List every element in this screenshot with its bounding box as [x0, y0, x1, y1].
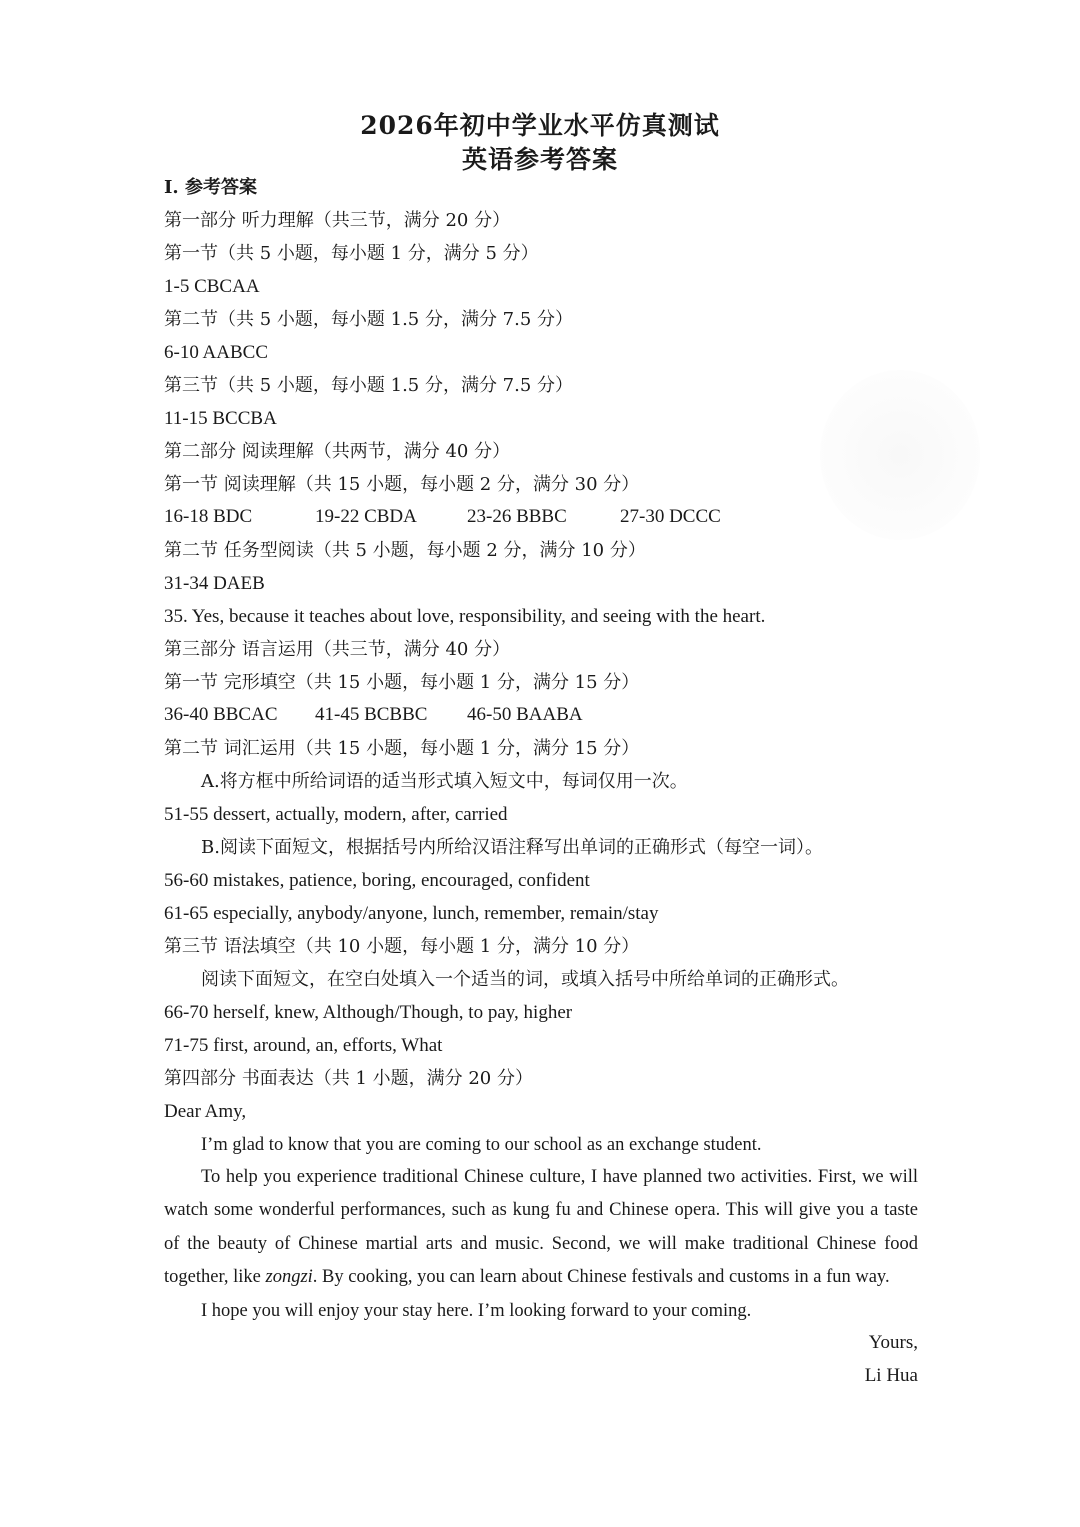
part3-section2-b-answers-2: 61-65 especially, anybody/anyone, lunch, remember, remain/stay [164, 903, 659, 924]
part3-section3-answers-2: 71-75 first, around, an, efforts, What [164, 1035, 443, 1056]
part3-answer-group: 36-40 BBCAC [164, 704, 278, 725]
part3-section1-heading: 第一节 完形填空（共 15 小题，每小题 1 分，满分 15 分） [164, 672, 640, 693]
letter-paragraph-2-text: To help you experience traditional Chinese culture, I have planned two activities. First, we will watch some wonderful performances, such as kung fu and Chinese opera. This will give you a taste of the beauty of Chinese martial arts and music. Second, we will make traditional Chinese food together, like [164, 1167, 918, 1287]
part3-section2-b-instruction: B.阅读下面短文，根据括号内所给汉语注释写出单词的正确形式（每空一词）。 [201, 837, 823, 858]
letter-signature: Li Hua [864, 1365, 918, 1386]
part1-section3-answers: 11-15 BCCBA [164, 408, 277, 429]
part3-section3-heading: 第三节 语法填空（共 10 小题，每小题 1 分，满分 10 分） [164, 936, 640, 957]
part4-heading: 第四部分 书面表达（共 1 小题，满分 20 分） [164, 1068, 533, 1089]
part2-section1-heading: 第一节 阅读理解（共 15 小题，每小题 2 分，满分 30 分） [164, 474, 640, 495]
part1-section2-heading: 第二节（共 5 小题，每小题 1.5 分，满分 7.5 分） [164, 309, 574, 330]
part1-section2-answers: 6-10 AABCC [164, 342, 268, 363]
letter-paragraph-2-end: . By cooking, you can learn about Chinese festivals and customs in a fun way. [312, 1266, 890, 1287]
part1-heading: 第一部分 听力理解（共三节，满分 20 分） [164, 210, 511, 231]
part3-section2-b-answers-1: 56-60 mistakes, patience, boring, encouraged, confident [164, 870, 590, 891]
part1-section1-heading: 第一节（共 5 小题，每小题 1 分，满分 5 分） [164, 243, 539, 264]
page-subtitle: 英语参考答案 [461, 145, 618, 174]
part3-section2-heading: 第二节 词汇运用（共 15 小题，每小题 1 分，满分 15 分） [164, 738, 640, 759]
part1-section3-heading: 第三节（共 5 小题，每小题 1.5 分，满分 7.5 分） [164, 375, 574, 396]
part2-answer-group: 19-22 CBDA [315, 506, 417, 527]
letter-paragraph-2 [164, 1161, 918, 1294]
letter-paragraph-3: I hope you will enjoy your stay here. I’m looking forward to your coming. [201, 1301, 752, 1321]
zongzi-term: zongzi [265, 1266, 313, 1287]
part2-answer-group: 23-26 BBBC [467, 506, 567, 527]
part2-answer-group: 27-30 DCCC [620, 506, 721, 527]
letter-paragraph-1: I’m glad to know that you are coming to our school as an exchange student. [201, 1135, 762, 1155]
page-title: 2026年初中学业水平仿真测试 [360, 111, 720, 140]
part3-heading: 第三部分 语言运用（共三节，满分 40 分） [164, 639, 511, 660]
letter-closing: Yours, [868, 1332, 918, 1353]
part3-section2-a-answers: 51-55 dessert, actually, modern, after, carried [164, 804, 508, 825]
part3-section3-instruction: 阅读下面短文，在空白处填入一个适当的词，或填入括号中所给单词的正确形式。 [201, 969, 849, 990]
section-heading: I. 参考答案 [164, 177, 257, 198]
part2-section2-answers: 31-34 DAEB [164, 573, 265, 594]
question-35-answer: 35. Yes, because it teaches about love, responsibility, and seeing with the heart. [164, 606, 766, 627]
part2-section2-heading: 第二节 任务型阅读（共 5 小题，每小题 2 分，满分 10 分） [164, 540, 646, 561]
part2-heading: 第二部分 阅读理解（共两节，满分 40 分） [164, 441, 511, 462]
part3-answer-group: 41-45 BCBBC [315, 704, 428, 725]
part3-section2-a-instruction: A.将方框中所给词语的适当形式填入短文中，每词仅用一次。 [201, 771, 688, 792]
part3-section3-answers-1: 66-70 herself, knew, Although/Though, to pay, higher [164, 1002, 573, 1023]
scan-smudge [820, 370, 980, 540]
part1-section1-answers: 1-5 CBCAA [164, 276, 260, 297]
part2-answer-group: 16-18 BDC [164, 506, 253, 527]
letter-greeting: Dear Amy, [164, 1101, 247, 1122]
part3-answer-group: 46-50 BAABA [467, 704, 583, 725]
